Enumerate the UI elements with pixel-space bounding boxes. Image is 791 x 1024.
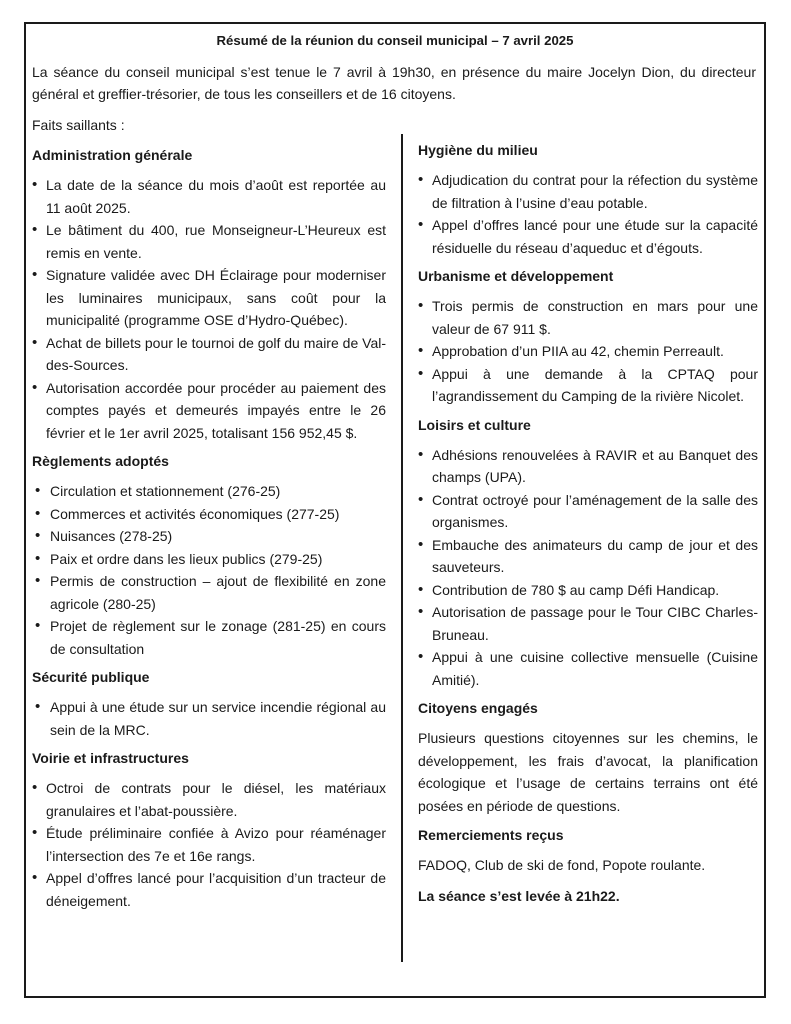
list-item: • La date de la séance du mois d’août est reportée au 11 août 2025. bbox=[32, 174, 386, 219]
list-item: • Permis de construction – ajout de flexibilité en zone agricole (280-25) bbox=[32, 570, 386, 615]
list-item: • Circulation et stationnement (276-25) bbox=[32, 480, 386, 503]
section-title-urbanisme: Urbanisme et développement bbox=[418, 268, 614, 284]
list-item: • Appui à une demande à la CPTAQ pour l’agrandissement du Camping de la rivière Nicolet. bbox=[418, 363, 758, 408]
highlights-label: Faits saillants : bbox=[32, 117, 125, 133]
list-item: • Étude préliminaire confiée à Avizo pour réaménager l’intersection des 7e et 16e rangs. bbox=[32, 822, 386, 867]
closing-statement: La séance s’est levée à 21h22. bbox=[418, 887, 620, 904]
section-title-citoyens: Citoyens engagés bbox=[418, 700, 538, 716]
list-item: • Commerces et activités économiques (277-25) bbox=[32, 503, 386, 526]
section-title-reglements: Règlements adoptés bbox=[32, 453, 169, 469]
list-item: • Autorisation accordée pour procéder au paiement des comptes payés et demeurés impayés entre le 26 février et le 1er avril 2025, totalisant 156 952,45 $. bbox=[32, 377, 386, 445]
list-item: • Achat de billets pour le tournoi de golf du maire de Val-des-Sources. bbox=[32, 332, 386, 377]
list-item: • Octroi de contrats pour le diésel, les matériaux granulaires et l’abat-poussière. bbox=[32, 777, 386, 822]
section-title-voirie: Voirie et infrastructures bbox=[32, 750, 189, 766]
section-list-reglements bbox=[32, 480, 386, 660]
list-item: • Trois permis de construction en mars pour une valeur de 67 911 $. bbox=[418, 295, 758, 340]
column-divider bbox=[401, 134, 403, 962]
list-item: • Paix et ordre dans les lieux publics (279-25) bbox=[32, 548, 386, 571]
section-title-administration: Administration générale bbox=[32, 147, 193, 163]
right-column bbox=[418, 140, 758, 907]
section-title-hygiene: Hygiène du milieu bbox=[418, 142, 538, 158]
list-item: • Nuisances (278-25) bbox=[32, 525, 386, 548]
list-item: • Contrat octroyé pour l’aménagement de la salle des organismes. bbox=[418, 489, 758, 534]
list-item: • Appel d’offres lancé pour l’acquisition d’un tracteur de déneigement. bbox=[32, 867, 386, 912]
thanks-paragraph: FADOQ, Club de ski de fond, Popote roulante. bbox=[418, 857, 706, 873]
list-item: • Appui à une cuisine collective mensuelle (Cuisine Amitié). bbox=[418, 646, 758, 691]
list-item: • Autorisation de passage pour le Tour CIBC Charles-Bruneau. bbox=[418, 601, 758, 646]
list-item: • Contribution de 780 $ au camp Défi Handicap. bbox=[418, 579, 758, 602]
section-title-securite: Sécurité publique bbox=[32, 669, 150, 685]
section-list-securite bbox=[32, 696, 386, 741]
list-item: • Appel d’offres lancé pour une étude sur la capacité résiduelle du réseau d’aqueduc et d’égouts. bbox=[418, 214, 758, 259]
section-list-administration bbox=[32, 174, 386, 444]
document-title: Résumé de la réunion du conseil municipal – 7 avril 2025 bbox=[216, 33, 574, 48]
list-item: • Adjudication du contrat pour la réfection du système de filtration à l’usine d’eau potable. bbox=[418, 169, 758, 214]
list-item: • Appui à une étude sur un service incendie régional au sein de la MRC. bbox=[32, 696, 386, 741]
left-column bbox=[32, 145, 386, 919]
section-list-voirie bbox=[32, 777, 386, 912]
list-item: • Embauche des animateurs du camp de jour et des sauveteurs. bbox=[418, 534, 758, 579]
section-list-loisirs bbox=[418, 444, 758, 692]
intro-paragraph: La séance du conseil municipal s’est tenue le 7 avril à 19h30, en présence du maire Jocelyn Dion, du directeur général et greffier-trésorier, de tous les conseillers et de 16 citoyens. bbox=[32, 64, 756, 102]
list-item: • Approbation d’un PIIA au 42, chemin Perreault. bbox=[418, 340, 758, 363]
section-list-urbanisme bbox=[418, 295, 758, 408]
section-list-hygiene bbox=[418, 169, 758, 259]
list-item: • Le bâtiment du 400, rue Monseigneur-L’Heureux est remis en vente. bbox=[32, 219, 386, 264]
list-item: • Adhésions renouvelées à RAVIR et au Banquet des champs (UPA). bbox=[418, 444, 758, 489]
section-title-remerciements: Remerciements reçus bbox=[418, 827, 564, 843]
list-item: • Signature validée avec DH Éclairage pour moderniser les luminaires municipaux, sans coût pour la municipalité (programme OSE d’Hydro-Québec). bbox=[32, 264, 386, 332]
list-item: • Projet de règlement sur le zonage (281-25) en cours de consultation bbox=[32, 615, 386, 660]
citizens-paragraph: Plusieurs questions citoyennes sur les chemins, le développement, les frais d’avocat, la planification écologique et l’usage de certains terrains ont été posées en période de questions. bbox=[418, 730, 758, 814]
section-title-loisirs: Loisirs et culture bbox=[418, 416, 531, 433]
document-frame bbox=[24, 22, 766, 998]
